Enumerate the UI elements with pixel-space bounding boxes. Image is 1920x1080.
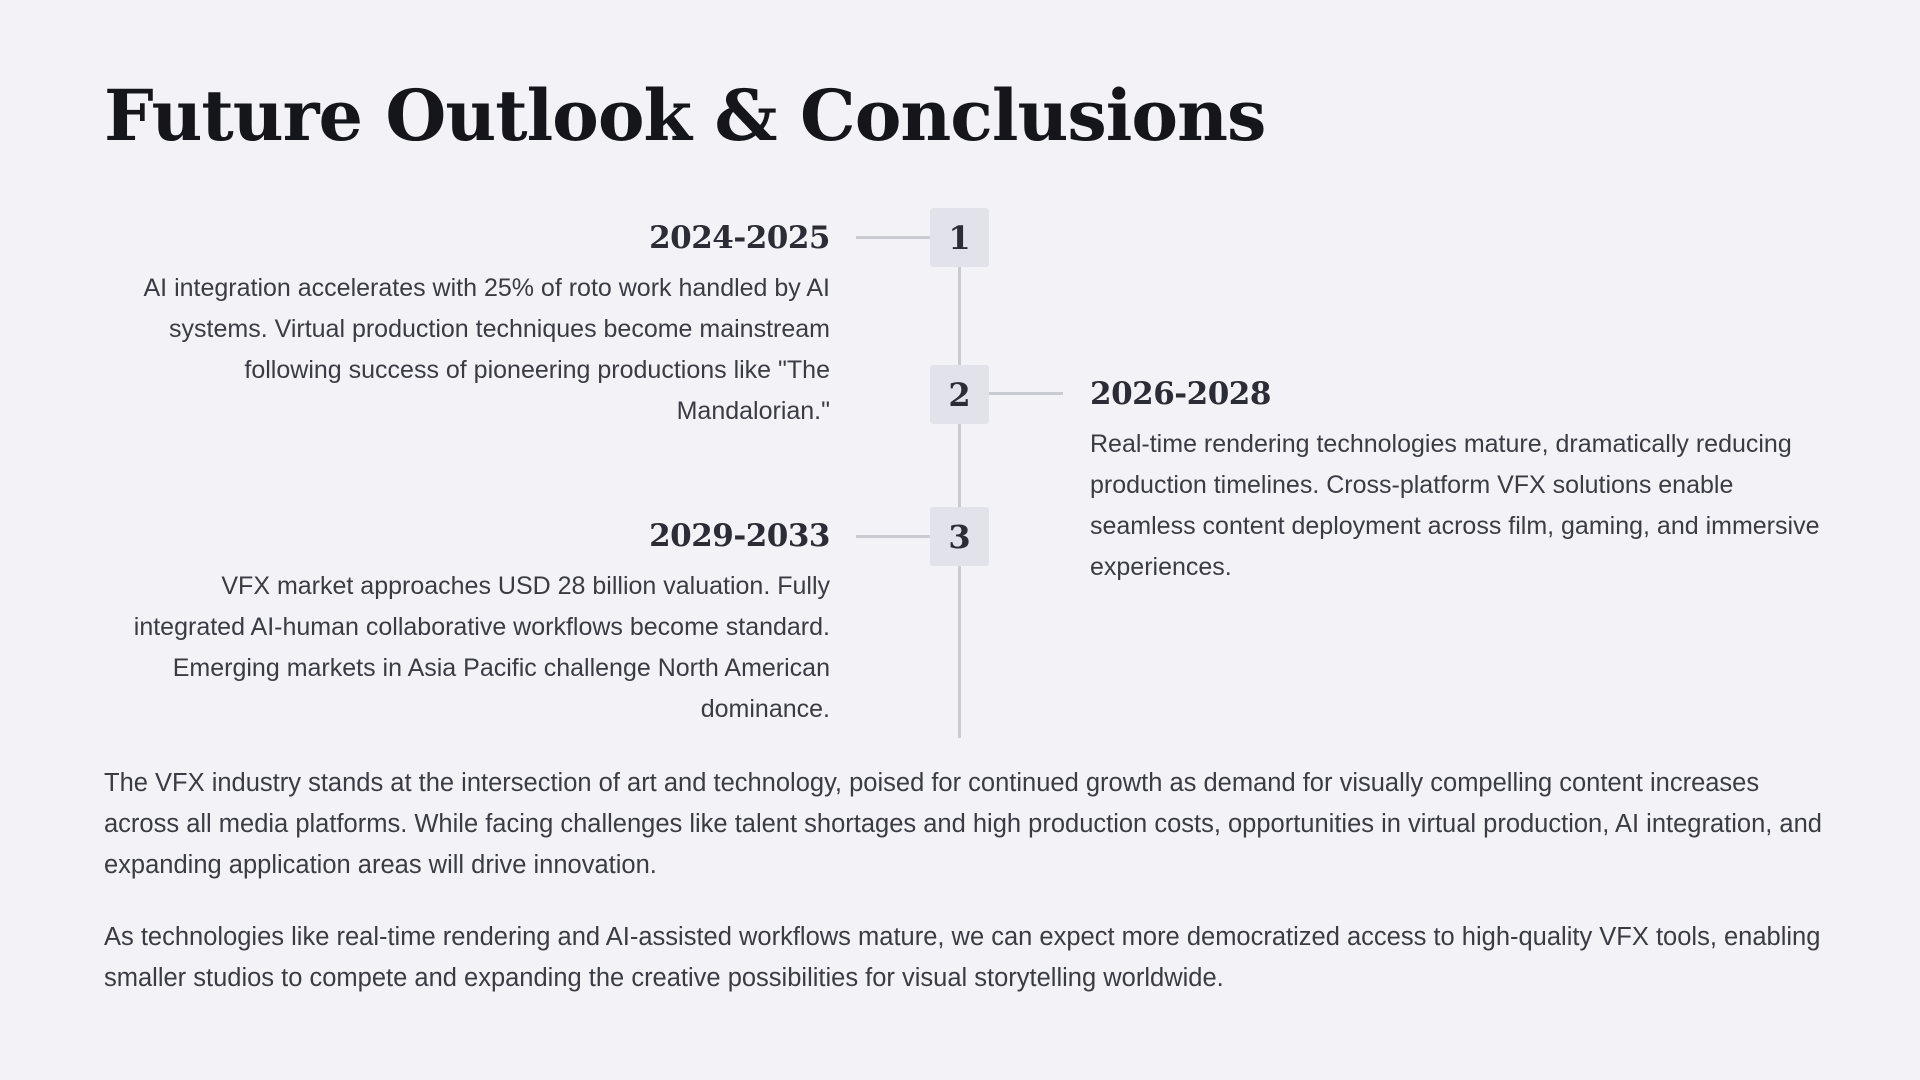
timeline-entry-1 bbox=[104, 216, 830, 432]
timeline-description: AI integration accelerates with 25% of roto work handled by AI systems. Virtual production techniques become mainstream following success of pioneering productions like "The Mandalorian." bbox=[143, 274, 830, 425]
timeline-connector-3 bbox=[856, 535, 930, 538]
timeline-entry-3 bbox=[104, 514, 830, 730]
timeline-connector-2 bbox=[989, 392, 1063, 395]
timeline-marker-1: 1 bbox=[930, 208, 989, 267]
conclusion-paragraph-2: As technologies like real-time rendering and AI-assisted workflows mature, we can expect more democratized access to high-quality VFX tools, enabling smaller studios to compete and expanding the creative possibilities for visual storytelling worldwide. bbox=[104, 923, 1821, 992]
timeline-year: 2024-2025 bbox=[649, 220, 830, 256]
timeline-year: 2029-2033 bbox=[649, 518, 830, 554]
timeline-marker-3: 3 bbox=[930, 507, 989, 566]
timeline-connector-1 bbox=[856, 236, 930, 239]
timeline-entry-2 bbox=[1090, 372, 1820, 588]
timeline-year: 2026-2028 bbox=[1090, 376, 1271, 412]
timeline-description: Real-time rendering technologies mature, dramatically reducing production timelines. Cross-platform VFX solutions enable seamless content deployment across film, gaming, and immersive experiences. bbox=[1090, 430, 1820, 581]
timeline-marker-2: 2 bbox=[930, 365, 989, 424]
timeline-axis bbox=[958, 236, 961, 738]
timeline-description: VFX market approaches USD 28 billion valuation. Fully integrated AI-human collaborative workflows become standard. Emerging markets in Asia Pacific challenge North American dominance. bbox=[133, 572, 830, 723]
page-title: Future Outlook & Conclusions bbox=[104, 74, 1266, 157]
conclusion-paragraph-1: The VFX industry stands at the intersection of art and technology, poised for continued growth as demand for visually compelling content increases across all media platforms. While facing challenges like talent shortages and high production costs, opportunities in virtual production, AI integration, and expanding application areas will drive innovation. bbox=[104, 769, 1822, 879]
